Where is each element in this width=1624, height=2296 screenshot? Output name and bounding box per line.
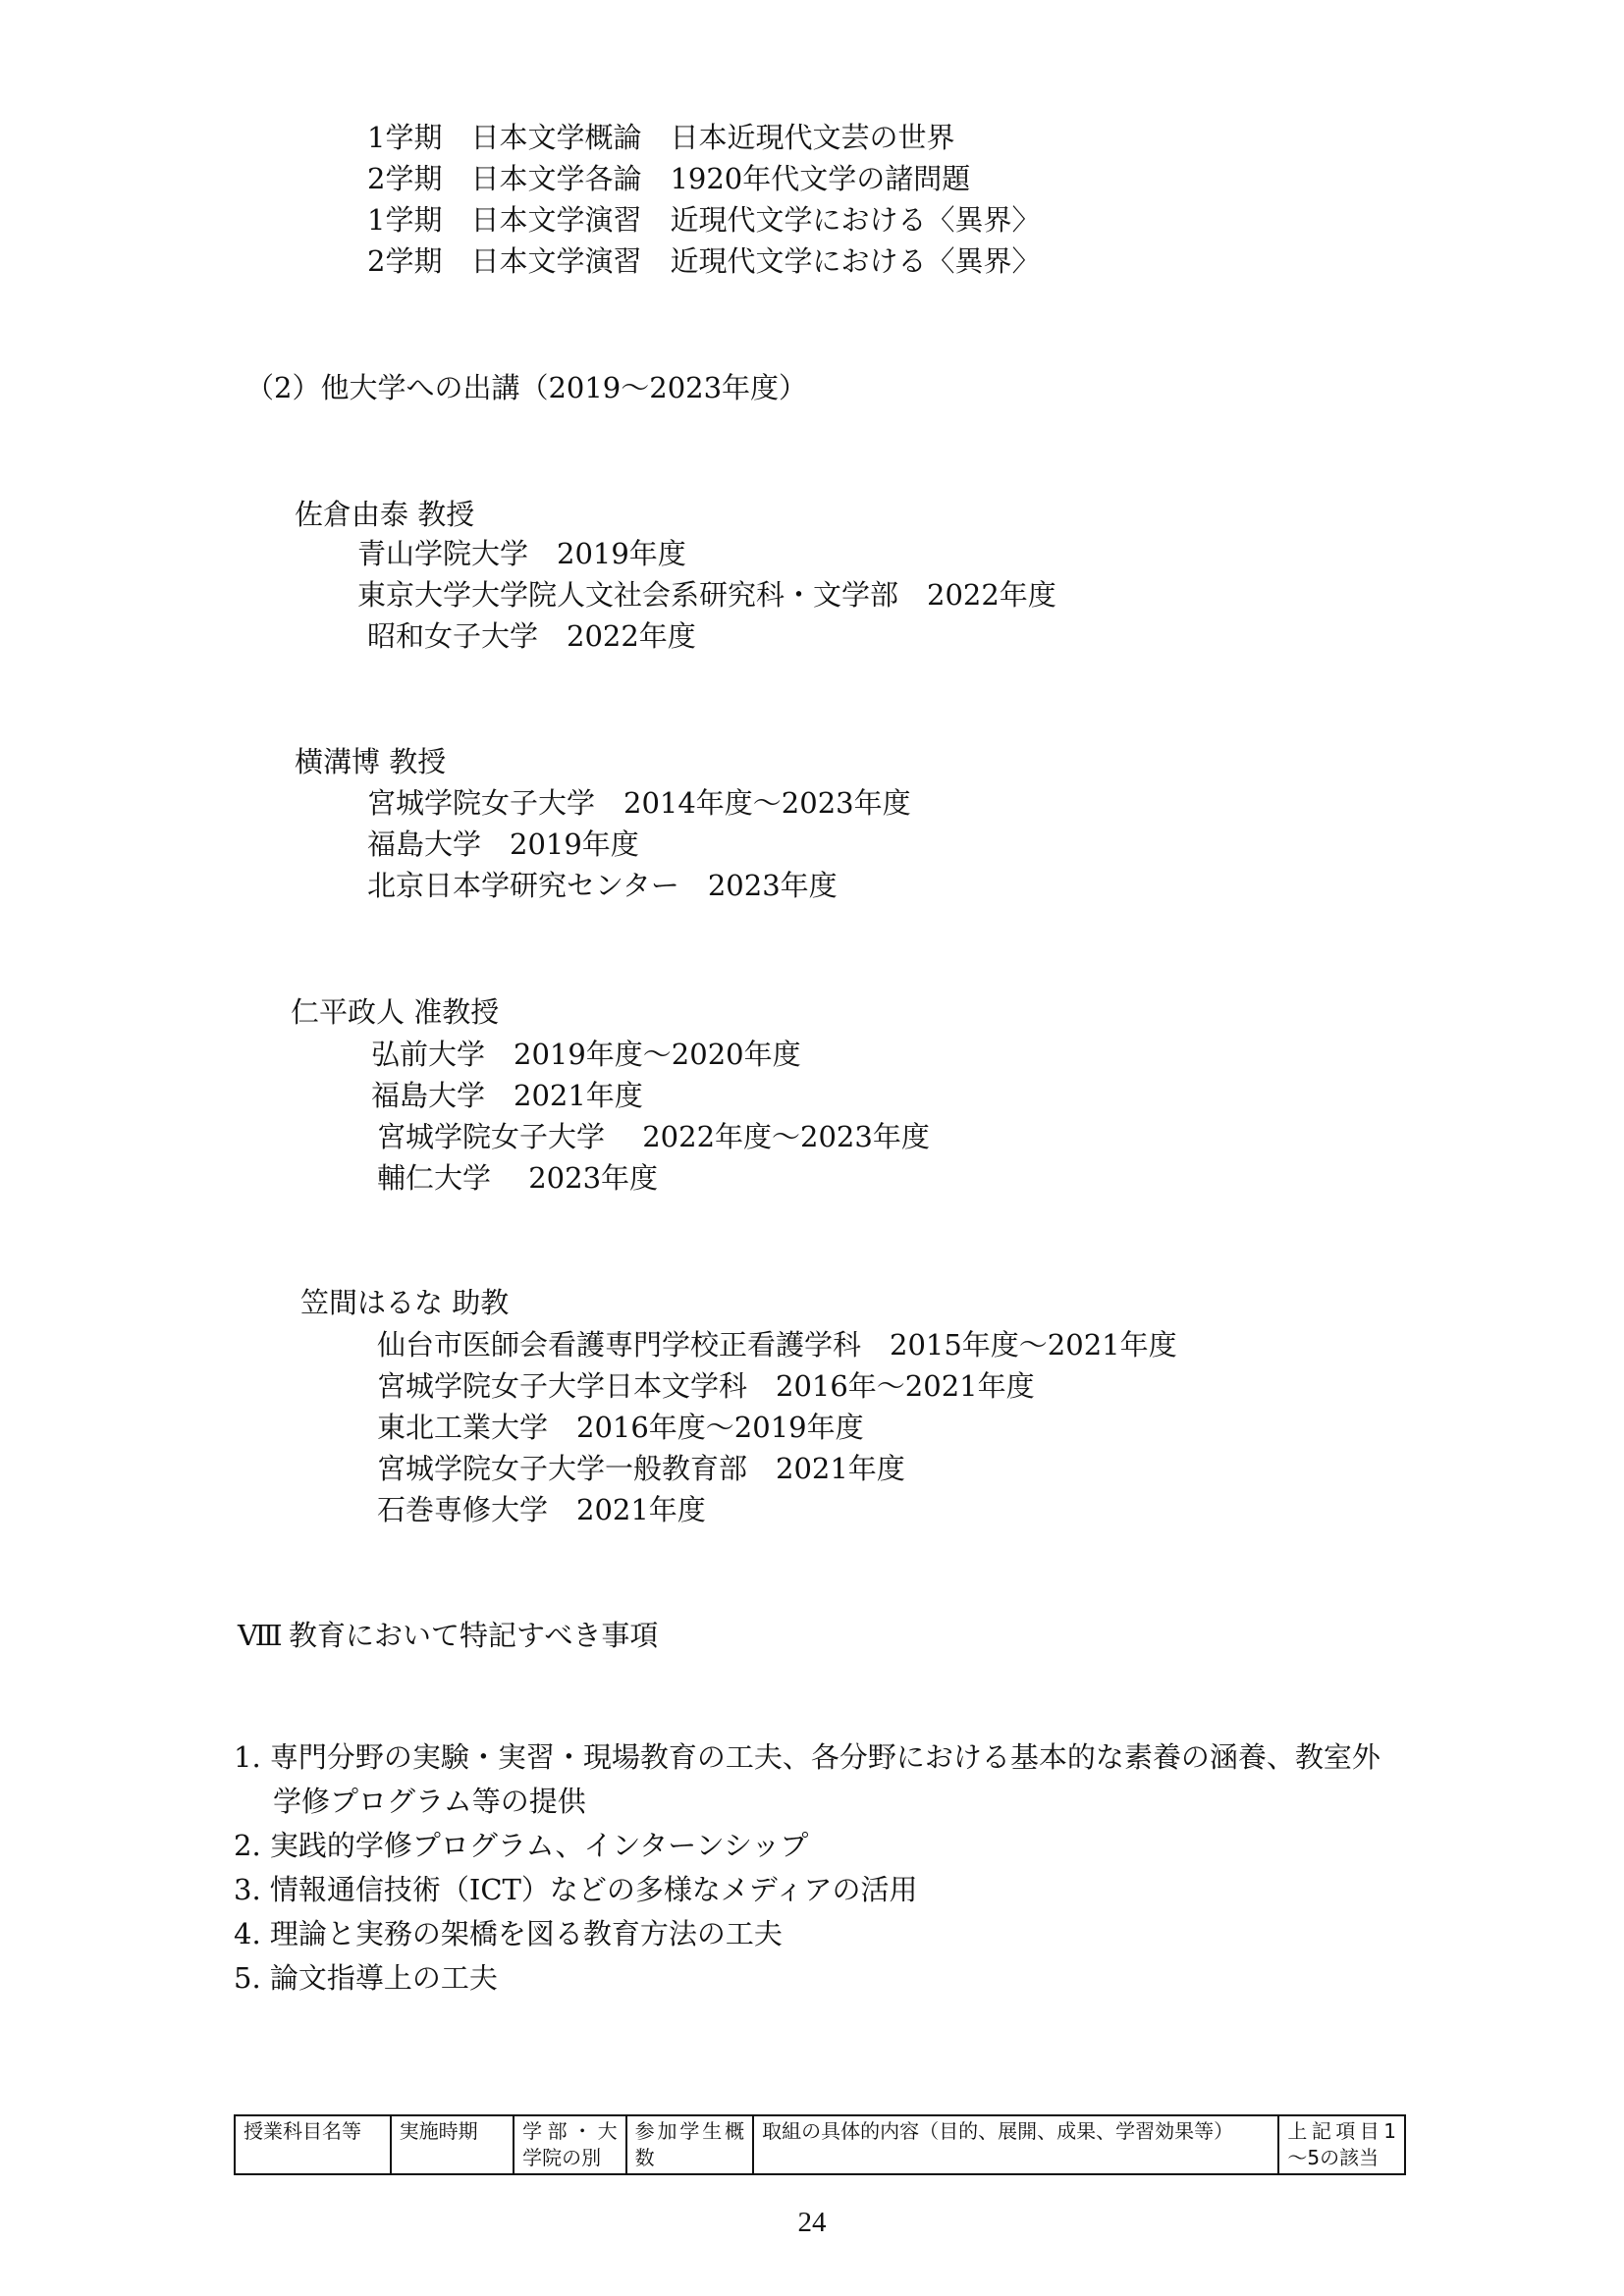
course-line: 1学期 日本文学演習 近現代文学における〈異界〉: [367, 203, 1041, 237]
faculty-entry: 福島大学 2021年度: [371, 1079, 643, 1112]
table-header-cell: 実施時期: [391, 2115, 514, 2174]
list-item: 2. 実践的学修プログラム、インターンシップ: [234, 1829, 809, 1862]
faculty-entry: 北京日本学研究センター 2023年度: [367, 869, 838, 902]
table-header-cell: 上記項目1～5の該当: [1278, 2115, 1405, 2174]
course-line: 1学期 日本文学概論 日本近現代文芸の世界: [367, 121, 955, 154]
table-header-cell: 学部・大学院の別: [514, 2115, 625, 2174]
faculty-entry: 石巻専修大学 2021年度: [377, 1493, 706, 1526]
faculty-name: 笠間はるな 助教: [300, 1286, 510, 1319]
faculty-entry: 仙台市医師会看護専門学校正看護学科 2015年度～2021年度: [377, 1328, 1177, 1362]
faculty-name: 佐倉由泰 教授: [295, 498, 475, 531]
section8-title: 教育において特記すべき事項: [289, 1619, 659, 1652]
list-item: 5. 論文指導上の工夫: [234, 1961, 498, 1995]
table-header-row: [235, 2115, 1405, 2174]
list-item-continuation: 学修プログラム等の提供: [273, 1785, 586, 1818]
faculty-entry: 福島大学 2019年度: [367, 828, 639, 861]
section-heading: （2）他大学への出講（2019～2023年度）: [245, 371, 808, 404]
faculty-entry: 東北工業大学 2016年度～2019年度: [377, 1411, 864, 1444]
practice-table: [234, 2114, 1406, 2175]
course-line: 2学期 日本文学演習 近現代文学における〈異界〉: [367, 244, 1041, 278]
table-header-cell: 参加学生概数: [626, 2115, 754, 2174]
faculty-entry: 弘前大学 2019年度～2020年度: [371, 1038, 801, 1071]
table-header-cell: 授業科目名等: [235, 2115, 391, 2174]
section8-numeral: Ⅷ: [238, 1619, 283, 1652]
faculty-entry: 輔仁大学 2023年度: [377, 1161, 659, 1195]
list-item: 4. 理論と実務の架橋を図る教育方法の工夫: [234, 1917, 783, 1950]
faculty-name: 仁平政人 准教授: [291, 995, 500, 1029]
numbered-list: [234, 1735, 1380, 2001]
faculty-entry: 宮城学院女子大学 2014年度～2023年度: [367, 786, 911, 820]
course-line: 2学期 日本文学各論 1920年代文学の諸問題: [367, 162, 971, 195]
faculty-entry: 昭和女子大学 2022年度: [367, 619, 696, 653]
list-item: 3. 情報通信技術（ICT）などの多様なメディアの活用: [234, 1873, 918, 1906]
faculty-name: 横溝博 教授: [295, 745, 447, 778]
faculty-entry: 宮城学院女子大学 2022年度～2023年度: [377, 1120, 930, 1153]
faculty-entry: 宮城学院女子大学一般教育部 2021年度: [377, 1452, 905, 1485]
table-header-cell: 取組の具体的内容（目的、展開、成果、学習効果等）: [753, 2115, 1278, 2174]
faculty-entry: 宮城学院女子大学日本文学科 2016年～2021年度: [377, 1369, 1035, 1403]
list-item: 1. 専門分野の実験・実習・現場教育の工夫、各分野における基本的な素養の涵養、教室外: [234, 1740, 1380, 1774]
page-number: 24: [797, 2207, 827, 2238]
faculty-entry: 青山学院大学 2019年度: [357, 537, 686, 570]
faculty-entry: 東京大学大学院人文社会系研究科・文学部 2022年度: [357, 578, 1056, 612]
